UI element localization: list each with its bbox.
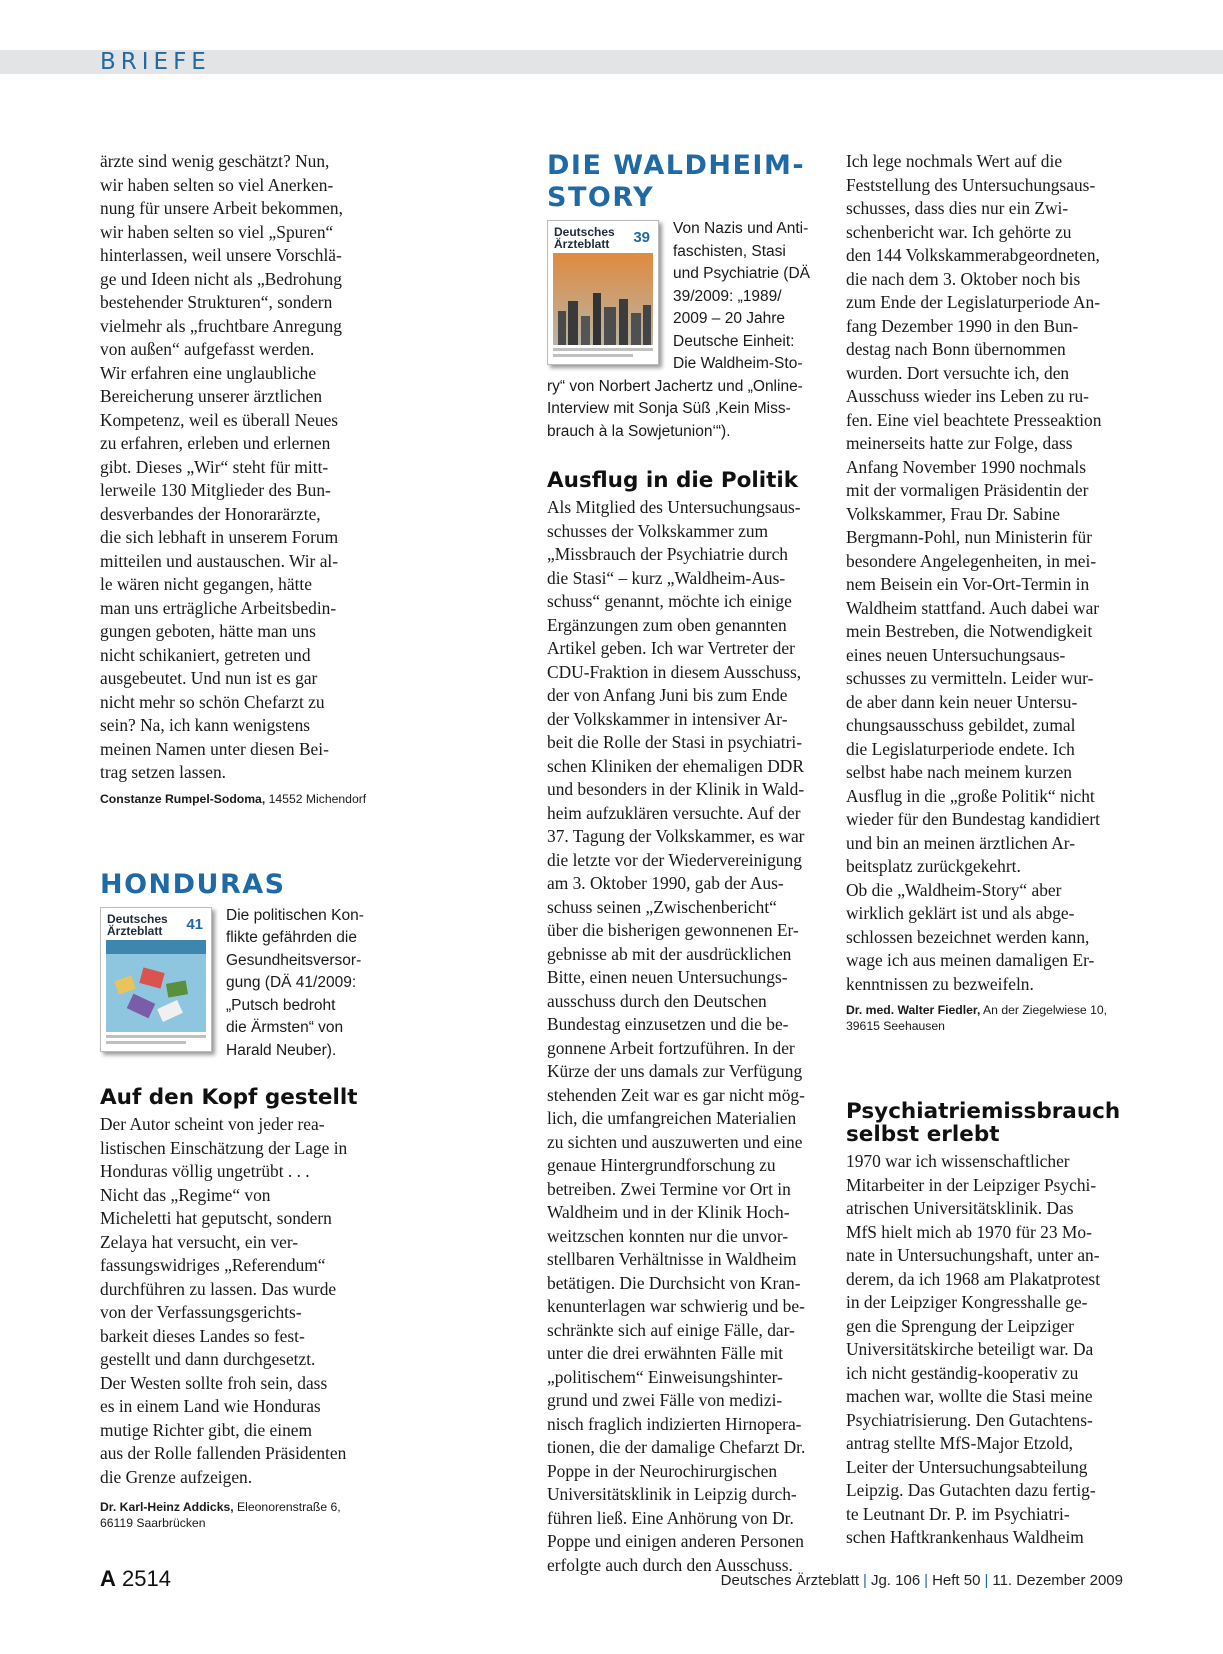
separator: | <box>984 1572 989 1589</box>
signature-name: Dr. med. Walter Fiedler, <box>846 1003 981 1017</box>
page-number-value: 2514 <box>115 1566 171 1591</box>
magazine-cover-thumbnail <box>100 907 212 1052</box>
cover-issue-number: 41 <box>186 915 203 933</box>
letter-title: Auf den Kopf gestellt <box>100 1085 358 1110</box>
letter-signature <box>100 791 372 807</box>
issue-date: 11. Dezember 2009 <box>992 1572 1123 1589</box>
letter-title: Psychiatriemissbrauch selbst erlebt <box>846 1099 1121 1147</box>
journal-name: Deutsches Ärzteblatt <box>720 1572 860 1589</box>
section-title-waldheim: DIE WALDHEIM-STORY <box>547 150 806 213</box>
page-number <box>100 1566 171 1592</box>
magazine-cover-thumbnail <box>547 220 659 365</box>
letter-signature <box>100 1499 372 1531</box>
volume: Jg. 106 <box>870 1572 921 1589</box>
cover-masthead: Deutsches Ärzteblatt <box>107 911 168 938</box>
cover-masthead: Deutsches Ärzteblatt <box>554 225 615 251</box>
letter-body: Als Mitglied des Untersuchungsaus- schusses der Volkskammer zum „Missbrauch der Psychiatrie durch die Stasi“ – kurz „Waldheim-Aus- schuss“ genannt, möchte ich einige Ergänzungen zum oben genannten Artikel geben. Ich war Vertreter der CDU-Fraktion in diesem Ausschuss, der von Anfang Juni bis zum Ende der Volkskammer in intensiver Ar- beit die Rolle der Stasi in psychiatri- schen Kliniken der ehemaligen DDR und besonders in der Klinik in Wald- heim aufzuklären versuchte. Auf der 37. Tagung der Volkskammer, es war die letzte vor der Wiedervereinigung am 3. Oktober 1990, gab der Aus- schuss seinen „Zwischenbericht“ über die bisherigen gewonnenen Er- gebnisse ab mit der ausdrücklichen Bitte, einen neuen Untersuchungs- ausschuss durch den Deutschen Bundestag einzusetzen und die be- gonnene Arbeit fortzuführen. In der Kürze der uns damals zur Verfügung stehenden Zeit war es gar nicht mög- lich, die umfangreichen Materialien zu sichten und auszuwerten und eine genaue Hintergrundforschung zu betreiben. Zwei Termine vor Ort in Waldheim und in der Klinik Hoch- weitzschen konnten nur die unvor- stellbaren Verhältnisse in Waldheim betätigen. Die Durchsicht von Kran- kenunterlagen war schwierig und be- schränkte sich auf einige Fälle, dar- unter die drei erwähnten Fälle mit „politischem“ Einweisungshinter- grund und zwei Fälle von medizi- nisch fraglich indizierten Hirnopera- tionen, die der damalige Chefarzt Dr. Poppe in der Neurochirurgischen Universitätsklinik in Leipzig durch- führen ließ. Eine Anhörung von Dr. Poppe und einigen anderen Personen erfolgte auch durch den Ausschuss. <box>547 497 806 1575</box>
letter-continuation-text: Ich lege nochmals Wert auf die Feststellung des Untersuchungsaus- schusses, dass dies nur ein Zwi- schenbericht war. Ich gehörte zu den 144 Volkskammerabgeordneten, die nach dem 3. Oktober noch bis zum Ende der Legislaturperiode An- fang Dezember 1990 in den Bun- destag nach Bonn übernommen wurden. Dort versuchte ich, den Ausschuss wieder ins Leben zu ru- fen. Eine viel beachtete Presseaktion meinerseits hatte zur Folge, dass Anfang November 1990 nochmals mit der vormaligen Präsidentin der Volkskammer, Frau Dr. Sabine Bergmann-Pohl, nun Ministerin für besondere Angelegenheiten, in mei- nem Beisein ein Vor-Ort-Termin in Waldheim stattfand. Auch dabei war mein Bestreben, die Notwendigkeit eines neuen Untersuchungsaus- schusses zu vermitteln. Leider wur- de aber dann kein neuer Untersu- chungsausschuss gebildet, zumal die Legislaturperiode endete. Ich selbst habe nach meinem kurzen Ausflug in die „große Politik“ nicht wieder für den Bundestag kandidiert und bin an meinen ärztlichen Ar- beitsplatz zurückgekehrt. Ob die „Waldheim-Story“ aber wirklich geklärt ist und als abge- schlossen bezeichnet werden kann, wage ich aus meinen damaligen Er- kenntnissen zu bezweifeln. <box>846 151 1102 994</box>
section-label: BRIEFE <box>100 49 211 75</box>
reference-text: Die politischen Kon- flikte gefährden die Gesundheitsversor- gung (DÄ 41/2009: „Putsch bedroht die Ärmsten“ von Harald Neuber). <box>226 906 364 1059</box>
reference-block-waldheim <box>547 218 822 443</box>
letter-body: 1970 war ich wissenschaftlicher Mitarbeiter in der Leipziger Psychi- atrischen Universitätsklinik. Das MfS hielt mich ab 1970 für 23 Mo- nate in Untersuchungshaft, unter an- derem, da ich 1968 am Plakatprotest in der Leipziger Kongresshalle ge- gen die Sprengung der Leipziger Universitätskirche beteiligt war. Da ich nicht geständig-kooperativ zu machen war, wollte die Stasi meine Psychiatrisierung. Den Gutachtens- antrag stellte MfS-Major Etzold, Leiter der Untersuchungsabteilung Leipzig. Das Gutachten dazu fertig- te Leutnant Dr. P. im Psychiatri- schen Haftkrankenhaus Waldheim <box>846 1151 1101 1547</box>
signature-place: An der Ziegelwiese 10, 39615 Seehausen <box>846 1003 1108 1033</box>
signature-name: Constanze Rumpel-Sodoma, <box>100 791 266 806</box>
letter-continuation-text: ärzte sind wenig geschätzt? Nun, wir haben selten so viel Anerken- nung für unsere Arbeit bekommen, wir haben selten so viel „Spuren“ hinterlassen, weil unsere Vorschlä- ge und Ideen nicht als „Bedrohung bestehender Strukturen“, sondern vielmehr als „fruchtbare Anregung von außen“ aufgefasst werden. Wir erfahren eine unglaubliche Bereicherung unserer ärztlichen Kompetenz, weil es überall Neues zu erfahren, erleben und erlernen gibt. Dieses „Wir“ steht für mitt- lerweile 130 Mitglieder des Bun- desverbandes der Honorarärzte, die sich lebhaft in unserem Forum mitteilen und austauschen. Wir al- le wären nicht gegangen, hätte man uns erträgliche Arbeitsbedin- gungen geboten, hätte man uns nicht schikaniert, getreten und ausgebeutet. Und nun ist es gar nicht mehr so schön Chefarzt zu sein? Na, ich kann wenigstens meinen Namen unter diesen Bei- trag setzen lassen. <box>100 151 343 782</box>
signature-place: 14552 Michendorf <box>265 791 367 806</box>
journal-info <box>721 1572 1123 1589</box>
column-3 <box>846 150 1126 1550</box>
cover-image <box>101 908 211 1051</box>
letter-body: Der Autor scheint von jeder rea- listischen Einschätzung der Lage in Honduras völlig ungetrübt . . . Nicht das „Regime“ von Micheletti hat geputscht, sondern Zelaya hat versucht, ein ver- fassungswidriges „Referendum“ durchführen zu lassen. Das wurde von der Verfassungsgerichts- barkeit dieses Landes so fest- gestellt und dann durchgesetzt. Der Westen sollte froh sein, dass es in einem Land wie Honduras mutige Richter gibt, die einem aus der Rolle fallenden Präsidenten die Grenze aufzeigen. <box>100 1114 348 1487</box>
letter-title: Ausflug in die Politik <box>547 468 799 493</box>
reference-text: Von Nazis und Anti- faschisten, Stasi und Psychiatrie (DÄ 39/2009: „1989/ 2009 – 20 Jahre Deutsche Einheit: Die Waldheim-Sto- ry“ von Norbert Jachertz und „Online- Interview mit Sonja Süß ‚Kein Miss- brauch à la Sowjetunion‘“). <box>547 220 810 440</box>
column-2 <box>547 150 822 1577</box>
reference-block-honduras <box>100 905 372 1063</box>
page-prefix: A <box>100 1566 116 1591</box>
section-title-honduras: HONDURAS <box>100 868 286 900</box>
cover-image <box>548 221 658 364</box>
separator: | <box>924 1572 929 1589</box>
signature-place: Eleonorenstraße 6, 66119 Saarbrücken <box>100 1500 341 1530</box>
cover-issue-number: 39 <box>633 229 650 246</box>
column-1 <box>100 150 372 1531</box>
separator: | <box>863 1572 867 1589</box>
signature-name: Dr. Karl-Heinz Addicks, <box>100 1500 234 1514</box>
letter-signature <box>846 1002 1126 1034</box>
issue: Heft 50 <box>932 1572 981 1589</box>
